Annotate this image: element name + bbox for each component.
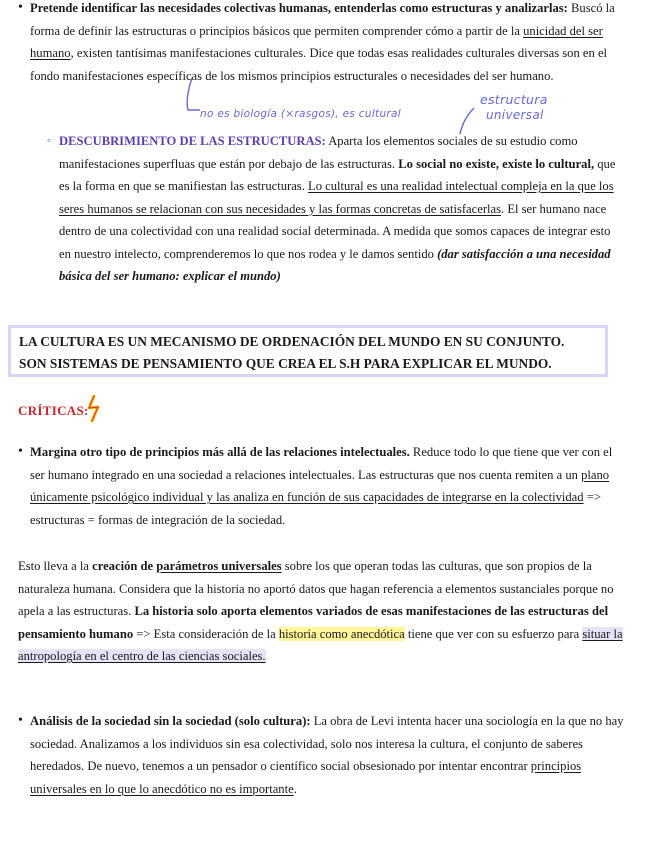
text-run: . El ser humano nace dentro de una colectividad con una realidad social determinada. A medida que somos capaces de integrar esto en nuestro intelecto, comprenderemos lo que nos rodea y le damos sentido [59,201,611,261]
handwritten-note-universal: universal [486,108,544,122]
text-run: Buscó la forma de definir las estructuras o principios básicos que permiten comprender cómo a partir de la [30,1,615,38]
underlined-text: unicidad del ser humano [30,23,603,60]
text-run: Reduce todo lo que tiene que ver con el ser humano integrado en una sociedad a relaciones intelectuales. Las estructuras que nos cuenta remiten a un [30,445,613,482]
bullet-dot: ◦ [47,135,51,147]
handwritten-note-cultural: no es biología (×rasgos), es cultural [200,108,401,120]
bullet-item-necesidades [18,0,630,87]
text-run: Aparta los elementos sociales de su estudio como manifestaciones superfluas que están por debajo de las estructuras. [59,134,578,171]
text-run: , existen tantísimas manifestaciones culturales. Dice que todas esas realidades culturales diversas son en el fondo manifestaciones específicas de los mismos principios estructurales o necesidades del ser humano. [30,46,608,83]
text-run: => Esta consideración de la [133,626,279,641]
bullet-item-margina [18,441,630,531]
box-line-2: SON SISTEMAS DE PENSAMIENTO QUE CREA EL S.H PARA EXPLICAR EL MUNDO. [19,356,552,371]
bullet-dot: • [18,0,23,15]
underlined-text: Lo cultural es una realidad intelectual compleja en la que los seres humanos se relacionan con sus necesidades y las formas concretas de satisfacerlas [59,179,614,216]
text-run: La obra de Levi intenta hacer una sociología en la que no hay sociedad. Analizamos a los individuos sin esa colectividad, solo nos interesa la cultura, el conjunto de saberes heredados. De nuevo, tenemos a un pensador o científico social obsesionado por intentar encontrar [30,714,624,773]
text-run: sobre los que operan todas las culturas, que son propios de la naturaleza humana. Considera que la historia no aportó datos que hagan referencia a elementos sustanciales porque no apela a las estructuras. [18,559,614,618]
bullet-dot: • [18,713,23,728]
box-line-1: LA CULTURA ES UN MECANISMO DE ORDENACIÓN DEL MUNDO EN SU CONJUNTO. [19,334,565,349]
section-heading-criticas [18,400,89,423]
text-run: => estructuras = formas de integración de la sociedad. [30,490,601,527]
underlined-text: plano únicamente psicológico individual y las analiza en función de sus capacidades de integrarse en la colectividad [30,467,610,504]
text-run: tiene que ver con su esfuerzo para [404,626,583,641]
text-run: Esto lleva a la [18,559,93,573]
purple-highlight-text: situar la antropología en el centro de las ciencias sociales. [18,626,623,663]
bullet-heading: Pretende identificar las necesidades colectivas humanas, entenderlas como estructuras y analizarlas: [30,1,568,15]
bullet-heading: Análisis de la sociedad sin la sociedad (solo cultura): [30,714,311,728]
sub-bullet-heading: DESCUBRIMIENTO DE LAS ESTRUCTURAS: [59,134,326,148]
text-run: . [293,781,297,796]
bold-underlined-text: parámetros universales [156,559,282,573]
bold-text: creación de [92,559,157,573]
yellow-highlight-text: historia como anecdótica [278,626,405,641]
highlight-box [8,325,608,377]
lightning-doodle-icon [84,394,112,424]
bold-text: La historia solo aporta elementos variados de esas manifestaciones de las estructuras del pensamiento humano [18,604,609,641]
paragraph-parametros [18,555,630,668]
bold-italic-text: (dar satisfacción a una necesidad básica del ser humano: explicar el mundo) [59,246,611,283]
criticas-label: CRÍTICAS: [18,403,89,418]
underlined-text: principios universales en lo que lo anecdótico no es importante [30,759,582,796]
bold-text: Lo social no existe, existe lo cultural, [398,156,595,171]
bullet-heading: Margina otro tipo de principios más allá de las relaciones intelectuales. [30,445,410,459]
bullet-dot: • [18,444,23,459]
text-run: que es la forma en que se manifiestan las estructuras. [59,156,616,193]
sub-bullet-descubrimiento [47,130,624,288]
handwritten-note-estructura: estructura [480,92,548,107]
bullet-item-analisis [18,710,630,800]
